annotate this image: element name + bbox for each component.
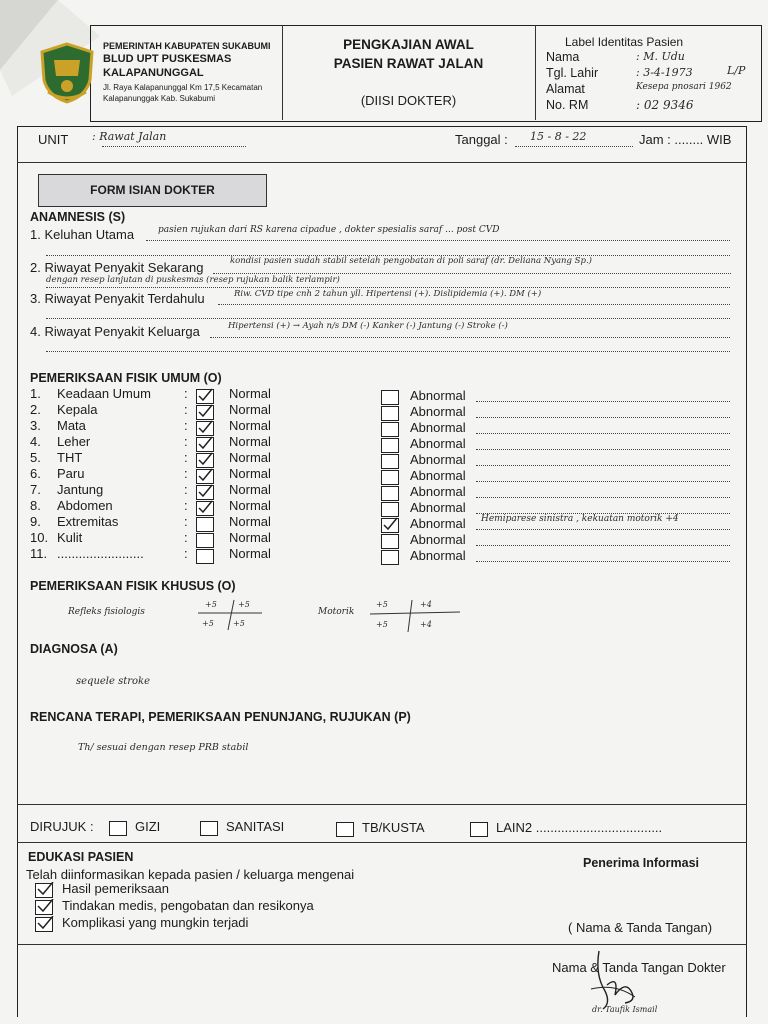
exam-abnormal-label: Abnormal <box>410 436 466 451</box>
referral-tb-label: TB/KUSTA <box>362 820 425 835</box>
exam-abnormal-note-line <box>476 465 730 466</box>
exam-abnormal-checkbox[interactable] <box>381 390 399 405</box>
exam-normal-label: Normal <box>229 386 271 401</box>
education-intro: Telah diinformasikan kepada pasien / keluarga mengenai <box>26 867 355 882</box>
exam-abnormal-checkbox[interactable] <box>381 486 399 501</box>
exam-row-colon: : <box>184 498 188 513</box>
education-item-label: Hasil pemeriksaan <box>62 881 169 896</box>
exam-row-colon: : <box>184 402 188 417</box>
name-value: : M. Udu <box>636 50 685 63</box>
exam-row-name: Kulit <box>57 530 83 545</box>
doctor-name: dr. Taufik Ismail <box>592 1005 658 1014</box>
exam-abnormal-checkbox[interactable] <box>381 422 399 437</box>
dob-value: : 3-4-1973 <box>636 66 693 79</box>
exam-normal-checkbox[interactable] <box>196 437 214 452</box>
referral-tb-checkbox[interactable] <box>336 822 354 837</box>
referral-lain-label: LAIN2 ................................... <box>496 820 663 835</box>
exam-normal-checkbox[interactable] <box>196 533 214 548</box>
education-item-label: Komplikasi yang mungkin terjadi <box>62 915 249 930</box>
education-checkbox[interactable] <box>35 917 53 932</box>
referral-label: DIRUJUK : <box>30 819 94 834</box>
education-item-label: Tindakan medis, pengobatan dan resikonya <box>62 898 314 913</box>
exam-abnormal-checkbox[interactable] <box>381 502 399 517</box>
exam-row-number: 11. <box>30 546 48 561</box>
reflex-lower-right: +5 <box>233 619 245 628</box>
rm-value: : 02 9346 <box>636 98 694 112</box>
exam-abnormal-note-line <box>476 529 730 530</box>
exam-abnormal-checkbox[interactable] <box>381 518 399 533</box>
referral-gizi-label: GIZI <box>135 819 161 834</box>
exam-normal-checkbox[interactable] <box>196 469 214 484</box>
exam-row-number: 10. <box>30 530 49 545</box>
exam-abnormal-label: Abnormal <box>410 420 466 435</box>
address-line-1: Jl. Raya Kalapanunggal Km 17,5 Kecamatan <box>103 83 263 92</box>
current-history-value-2: dengan resep lanjutan di puskesmas (resep rujukan balik terlampir) <box>46 275 340 285</box>
exam-abnormal-label: Abnormal <box>410 484 466 499</box>
exam-normal-label: Normal <box>229 514 271 529</box>
reflex-upper-left: +5 <box>205 600 217 609</box>
exam-row-colon: : <box>184 386 188 401</box>
exam-row-name: ........................ <box>57 546 144 561</box>
tone-lower-left: +5 <box>376 620 388 629</box>
address-label: Alamat <box>546 82 585 96</box>
reflex-upper-right: +5 <box>238 600 250 609</box>
exam-abnormal-label: Abnormal <box>410 532 466 547</box>
form-title-2: PASIEN RAWAT JALAN <box>333 56 484 71</box>
exam-abnormal-checkbox[interactable] <box>381 454 399 469</box>
family-history-value: Hipertensi (+) → Ayah n/s DM (-) Kanker (-) Jantung (-) Stroke (-) <box>228 321 508 331</box>
referral-lain-checkbox[interactable] <box>470 822 488 837</box>
past-history-label: 3. Riwayat Penyakit Terdahulu <box>30 291 205 306</box>
exam-row-name: Keadaan Umum <box>57 386 151 401</box>
exam-abnormal-label: Abnormal <box>410 388 466 403</box>
diagnosis-heading: DIAGNOSA (A) <box>30 642 118 656</box>
exam-abnormal-note-line <box>476 401 730 402</box>
tone-lower-right: +4 <box>420 620 432 629</box>
reflex-lower-left: +5 <box>202 619 214 628</box>
form-title-1: PENGKAJIAN AWAL <box>343 37 474 52</box>
exam-row-name: Leher <box>57 434 91 449</box>
exam-normal-checkbox[interactable] <box>196 485 214 500</box>
exam-normal-label: Normal <box>229 482 271 497</box>
receiver-title: Penerima Informasi <box>583 856 700 870</box>
exam-abnormal-checkbox[interactable] <box>381 406 399 421</box>
exam-normal-checkbox[interactable] <box>196 453 214 468</box>
exam-abnormal-note-line <box>476 481 730 482</box>
exam-abnormal-checkbox[interactable] <box>381 550 399 565</box>
time-label: Jam : ........ WIB <box>639 132 732 147</box>
plan-heading: RENCANA TERAPI, PEMERIKSAAN PENUNJANG, RUJUKAN (P) <box>30 710 411 724</box>
exam-abnormal-note-line <box>476 497 730 498</box>
exam-row-name: Abdomen <box>57 498 113 513</box>
current-history-label: 2. Riwayat Penyakit Sekarang <box>30 260 204 275</box>
doctor-signature-label: Nama & Tanda Tangan Dokter <box>552 960 726 975</box>
exam-row-colon: : <box>184 546 188 561</box>
past-history-value: Riw. CVD tipe cnh 2 tahun yll. Hipertensi (+). Dislipidemia (+). DM (+) <box>234 289 542 299</box>
receiver-signature-label: ( Nama & Tanda Tangan) <box>568 920 713 935</box>
agency-line-3: KALAPANUNGGAL <box>103 67 204 79</box>
tone-label: Motorik <box>318 607 355 617</box>
complaint-label: 1. Keluhan Utama <box>30 227 135 242</box>
exam-normal-label: Normal <box>229 466 271 481</box>
patient-label-heading: Label Identitas Pasien <box>565 35 684 49</box>
dob-label: Tgl. Lahir <box>546 66 599 80</box>
tone-upper-left: +5 <box>376 600 388 609</box>
exam-normal-checkbox[interactable] <box>196 517 214 532</box>
exam-row-colon: : <box>184 434 188 449</box>
exam-abnormal-label: Abnormal <box>410 516 466 531</box>
exam-abnormal-note: Hemiparese sinistra , kekuatan motorik +4 <box>481 514 679 524</box>
physical-exam-heading: PEMERIKSAAN FISIK UMUM (O) <box>30 371 222 385</box>
reflex-tone-cross-marks <box>190 596 470 636</box>
complaint-value: pasien rujukan dari RS karena cipadue , dokter spesialis saraf ... post CVD <box>158 225 500 235</box>
education-heading: EDUKASI PASIEN <box>28 850 134 864</box>
rm-label: No. RM <box>546 98 589 112</box>
exam-normal-label: Normal <box>229 498 271 513</box>
exam-row-number: 6. <box>30 466 41 481</box>
exam-row-name: Paru <box>57 466 85 481</box>
exam-abnormal-label: Abnormal <box>410 548 466 563</box>
form-subtitle: (DIISI DOKTER) <box>360 93 457 108</box>
exam-normal-label: Normal <box>229 418 271 433</box>
exam-abnormal-note-line <box>476 449 730 450</box>
exam-abnormal-label: Abnormal <box>410 404 466 419</box>
reflex-label: Refleks fisiologis <box>68 607 145 617</box>
exam-abnormal-label: Abnormal <box>410 452 466 467</box>
exam-abnormal-label: Abnormal <box>410 468 466 483</box>
exam-normal-checkbox[interactable] <box>196 501 214 516</box>
exam-row-name: Extremitas <box>57 514 119 529</box>
name-label: Nama <box>546 50 580 64</box>
exam-normal-label: Normal <box>229 402 271 417</box>
exam-row-colon: : <box>184 514 188 529</box>
exam-row-number: 3. <box>30 418 41 433</box>
exam-row-number: 1. <box>30 386 41 401</box>
date-value: 15 - 8 - 22 <box>530 130 587 143</box>
address-value: Kesepa pnosari 1962 <box>636 82 732 92</box>
exam-row-number: 2. <box>30 402 41 417</box>
exam-abnormal-label: Abnormal <box>410 500 466 515</box>
exam-row-colon: : <box>184 418 188 433</box>
referral-gizi-checkbox[interactable] <box>109 821 127 836</box>
tone-upper-right: +4 <box>420 600 432 609</box>
anamnesis-heading: ANAMNESIS (S) <box>30 210 126 224</box>
agency-line-1: PEMERINTAH KABUPATEN SUKABUMI <box>103 41 271 51</box>
exam-row-number: 4. <box>30 434 41 449</box>
form-isian-banner: FORM ISIAN DOKTER <box>38 174 267 207</box>
exam-row-number: 8. <box>30 498 41 513</box>
special-exam-heading: PEMERIKSAAN FISIK KHUSUS (O) <box>30 579 236 593</box>
exam-row-colon: : <box>184 482 188 497</box>
exam-abnormal-checkbox[interactable] <box>381 534 399 549</box>
exam-row-number: 9. <box>30 514 41 529</box>
exam-row-number: 7. <box>30 482 41 497</box>
exam-row-colon: : <box>184 466 188 481</box>
address-line-2: Kalapanunggak Kab. Sukabumi <box>103 94 216 103</box>
exam-abnormal-note-line <box>476 561 730 562</box>
exam-normal-label: Normal <box>229 546 271 561</box>
exam-row-name: THT <box>57 450 83 465</box>
exam-abnormal-checkbox[interactable] <box>381 470 399 485</box>
referral-sanitasi-checkbox[interactable] <box>200 821 218 836</box>
current-history-value: kondisi pasien sudah stabil setelah pengobatan di poli saraf (dr. Deliana Nyang Sp.) <box>230 256 592 266</box>
exam-normal-checkbox[interactable] <box>196 549 214 564</box>
education-checkbox[interactable] <box>35 900 53 915</box>
exam-abnormal-note-line <box>476 417 730 418</box>
agency-line-2: BLUD UPT PUSKESMAS <box>103 53 232 65</box>
family-history-label: 4. Riwayat Penyakit Keluarga <box>30 324 200 339</box>
exam-row-name: Jantung <box>57 482 104 497</box>
exam-normal-label: Normal <box>229 530 271 545</box>
referral-sanitasi-label: SANITASI <box>226 819 285 834</box>
unit-label: UNIT <box>38 132 69 147</box>
sex-value: L/P <box>727 64 746 77</box>
exam-normal-checkbox[interactable] <box>196 421 214 436</box>
date-label: Tanggal : <box>455 132 508 147</box>
plan-value: Th/ sesuai dengan resep PRB stabil <box>78 742 249 753</box>
exam-normal-checkbox[interactable] <box>196 405 214 420</box>
exam-row-colon: : <box>184 450 188 465</box>
unit-value: : Rawat Jalan <box>92 130 167 143</box>
exam-normal-checkbox[interactable] <box>196 389 214 404</box>
exam-row-name: Kepala <box>57 402 98 417</box>
exam-abnormal-note-line <box>476 545 730 546</box>
exam-abnormal-note-line <box>476 433 730 434</box>
exam-normal-label: Normal <box>229 434 271 449</box>
exam-abnormal-checkbox[interactable] <box>381 438 399 453</box>
exam-row-number: 5. <box>30 450 41 465</box>
logo-emblem <box>38 42 96 104</box>
education-checkbox[interactable] <box>35 883 53 898</box>
exam-row-name: Mata <box>57 418 86 433</box>
diagnosis-value: sequele stroke <box>76 676 151 687</box>
exam-row-colon: : <box>184 530 188 545</box>
exam-normal-label: Normal <box>229 450 271 465</box>
